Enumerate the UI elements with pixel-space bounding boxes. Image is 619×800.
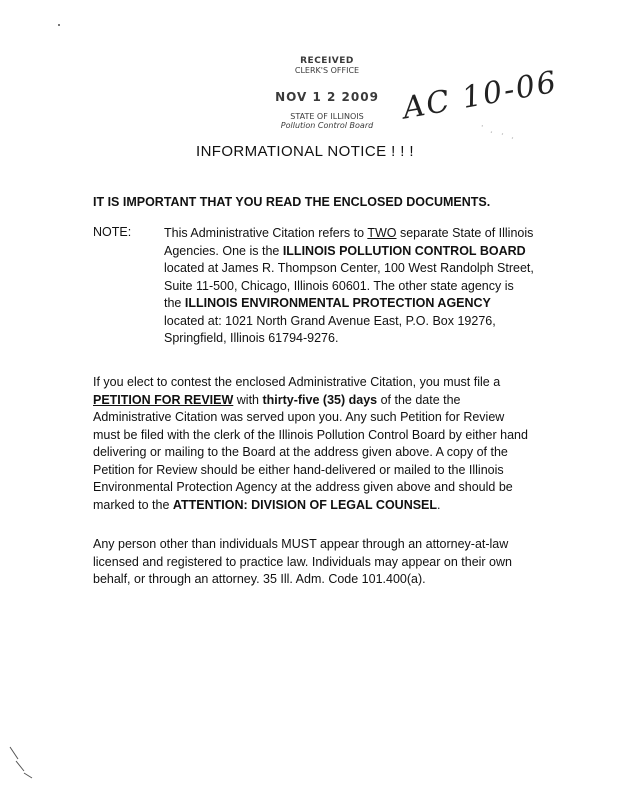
stamp-clerks-office: CLERK'S OFFICE	[294, 66, 360, 75]
handwritten-case-number: AC 10-06	[400, 64, 561, 127]
stamp-date: NOV 1 2 2009	[275, 90, 379, 104]
para1-text-2: with	[233, 392, 263, 407]
petition-paragraph	[93, 374, 533, 514]
para1-text-3: of the date the Administrative Citation was served upon you. Any such Petition for Review must be filed with the clerk of the Illinois Pollution Control Board by either hand delivering or mailing to the Board at the address given above. A copy of the Petition for Review should be either hand-delivered or mailed to the Illinois Environmental Protection Agency at the address given above and should be marked to the	[93, 392, 528, 512]
note-paragraph	[164, 225, 534, 348]
para1-text-1: If you elect to contest the enclosed Administrative Citation, you must file a	[93, 375, 501, 389]
petition-for-review: PETITION FOR REVIEW	[93, 392, 234, 407]
note-label: NOTE:	[93, 225, 132, 239]
stamp-received: RECEIVED	[300, 56, 354, 66]
stamp-board: Pollution Control Board	[280, 121, 374, 130]
stamp-state: STATE OF ILLINOIS	[290, 112, 364, 121]
note-text-1: This Administrative Citation refers to	[164, 226, 368, 240]
attorney-paragraph: Any person other than individuals MUST appear through an attorney-at-law licensed and registered to practice law. Individuals may appear on their own behalf, or through an attorney. 35 Ill. Adm. Code 101.400(a).	[93, 537, 512, 586]
para1-text-4: .	[437, 497, 441, 512]
note-epa: ILLINOIS ENVIRONMENTAL PROTECTION AGENCY	[184, 296, 491, 310]
note-text-4: located at: 1021 North Grand Avenue East, P.O. Box 19276, Springfield, Illinois 61794-9276.	[164, 313, 496, 345]
note-text-2: separate State of Illinois Agencies. One is the	[164, 226, 534, 258]
thirty-five-days: thirty-five (35) days	[262, 392, 378, 407]
received-stamp	[262, 56, 392, 130]
note-pcb: ILLINOIS POLLUTION CONTROL BOARD	[282, 243, 526, 258]
note-two: TWO	[367, 226, 397, 240]
scan-corner-mark	[8, 745, 34, 779]
attention-legal-counsel: ATTENTION: DIVISION OF LEGAL COUNSEL	[172, 497, 438, 512]
notice-title: INFORMATIONAL NOTICE ! ! !	[196, 143, 414, 160]
scan-speck	[58, 24, 60, 26]
important-heading: IT IS IMPORTANT THAT YOU READ THE ENCLOSED DOCUMENTS.	[93, 195, 491, 209]
note-text-3: located at James R. Thompson Center, 100 West Randolph Street, Suite 11-500, Chicago, Illinois 60601. The other state agency is the	[164, 261, 534, 310]
scan-smudge: · . · ·	[477, 121, 517, 145]
